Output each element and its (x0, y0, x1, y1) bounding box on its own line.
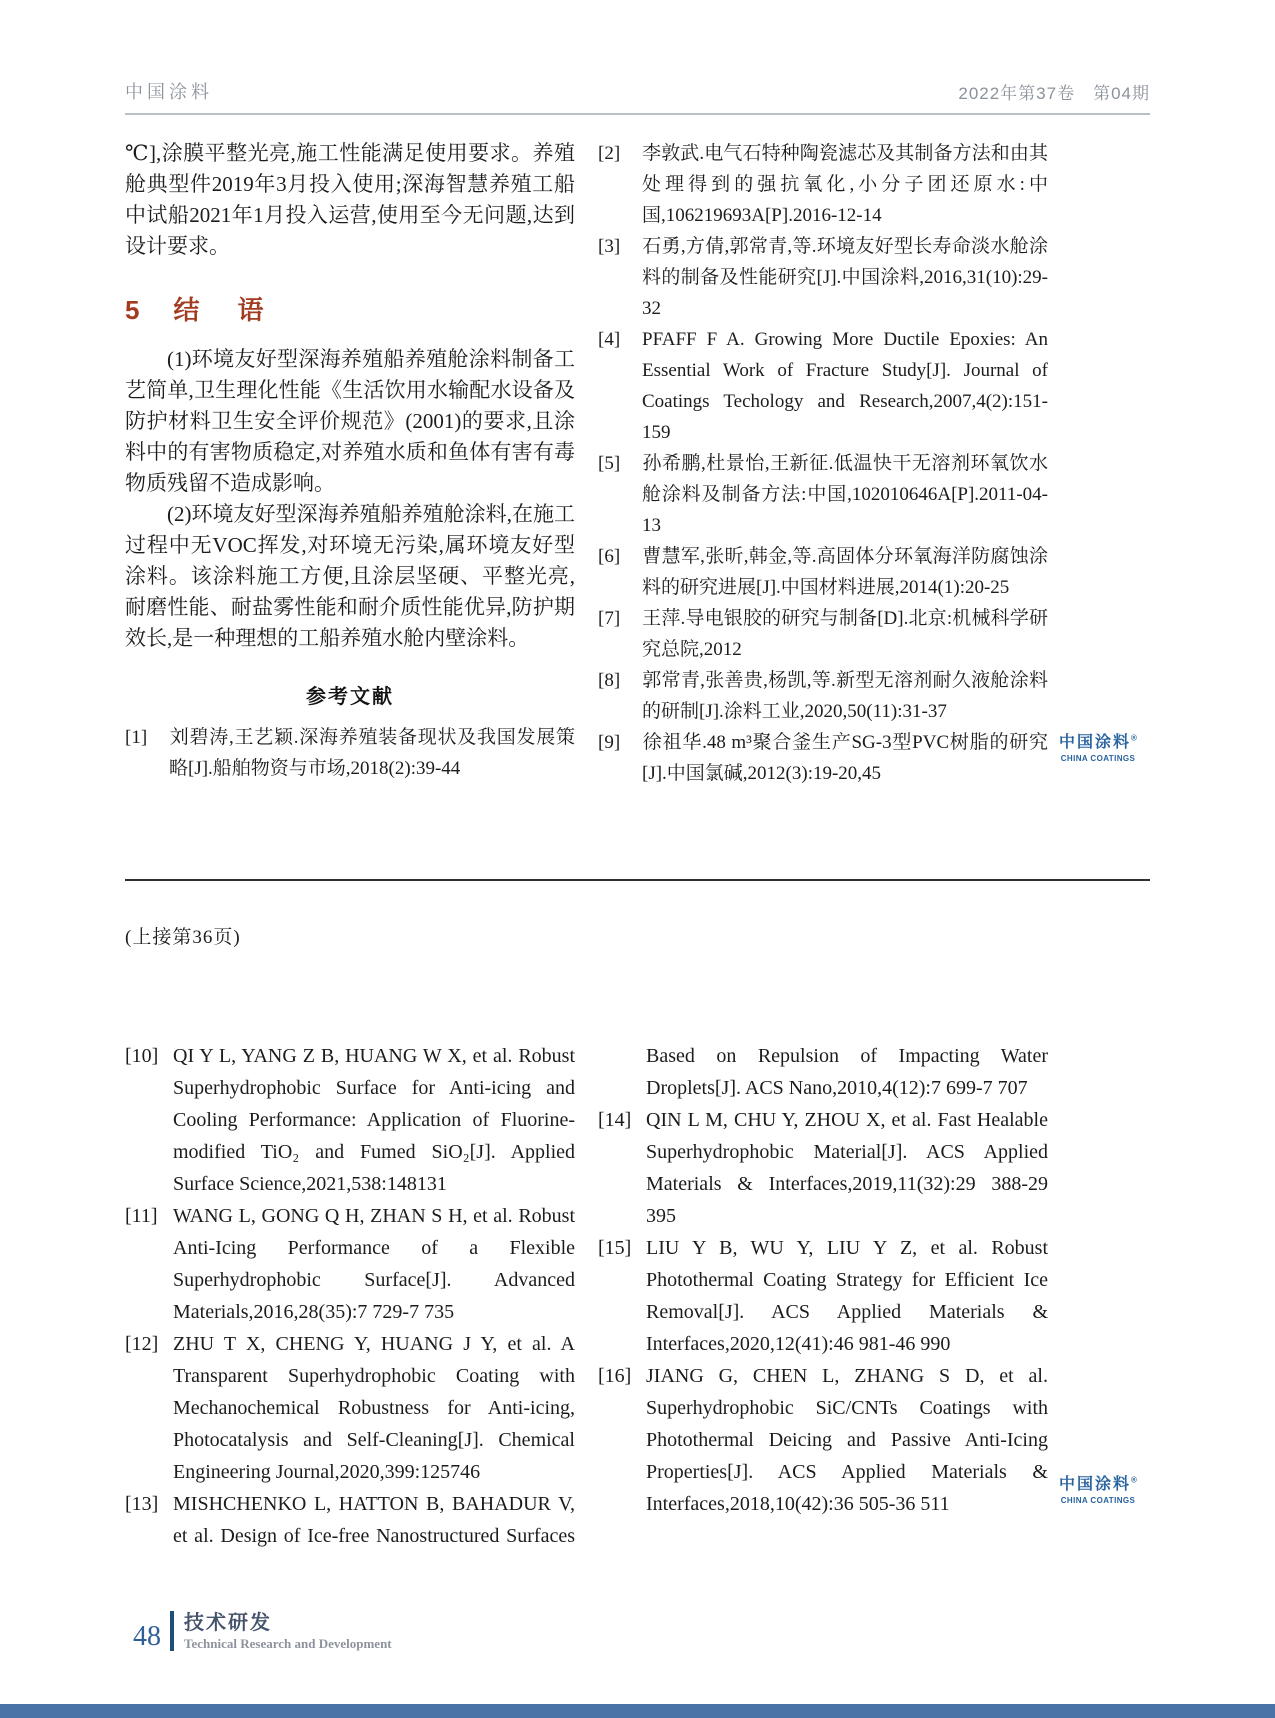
journal-name: 中国涂料 (125, 82, 213, 102)
reference-text: MISHCHENKO L, HATTON B, BAHADUR V, et al. Design of Ice-free Nanostructured Surfaces Based on Repulsion of Impacting Water Droplets[J]. ACS Nano,2010,4(12):7 699-7 707 (173, 1045, 1048, 1547)
footer-section-labels (184, 1612, 392, 1651)
reference-text: 刘碧涛,王艺颖.深海养殖装备现状及我国发展策略[J].船舶物资与市场,2018(2):39-44 (169, 727, 575, 779)
reference-item (598, 603, 1048, 665)
reference-label: [3] (598, 236, 621, 257)
reference-text: 石勇,方倩,郭常青,等.环境友好型长寿命淡水舱涂料的制备及性能研究[J].中国涂料,2016,31(10):29-32 (642, 236, 1048, 319)
continued-from-note: (上接第36页) (125, 927, 241, 948)
reference-text: 李敦武.电气石特种陶瓷滤芯及其制备方法和由其处理得到的强抗氧化,小分子团还原水:中国,106219693A[P].2016-12-14 (642, 143, 1048, 226)
reference-label: [4] (598, 329, 621, 350)
section-title: 结 语 (173, 295, 270, 325)
logo-en-text: CHINA COATINGS (1060, 1496, 1136, 1505)
reference-text: 曹慧军,张昕,韩金,等.高固体分环氧海洋防腐蚀涂料的研究进展[J].中国材料进展,2014(1):20-25 (642, 546, 1048, 598)
reference-label: [16] (598, 1365, 632, 1387)
reference-text: QI Y L, YANG Z B, HUANG W X, et al. Robust Superhydrophobic Surface for Anti-icing and Cooling Performance: Application of Fluorine-modified TiO₂ and Fumed SiO₂[J]. Applied Surface Science,2021,538:148131 (173, 1045, 575, 1195)
continued-references-list (125, 1040, 1048, 1552)
reference-label: [12] (125, 1333, 159, 1355)
bottom-color-band (0, 1704, 1275, 1718)
reference-item (125, 722, 575, 784)
reference-label: [8] (598, 670, 621, 691)
reference-text: LIU Y B, WU Y, LIU Y Z, et al. Robust Photothermal Coating Strategy for Efficient Ice Removal[J]. ACS Applied Materials & Interfaces,2020,12(41):46 981-46 990 (646, 1237, 1048, 1355)
logo-cn-text: 中国涂料® (1059, 733, 1137, 751)
page-footer (133, 1611, 392, 1651)
top-section (125, 138, 1050, 789)
page-number: 48 (133, 1621, 161, 1652)
registered-mark: ® (1131, 733, 1137, 743)
footer-section-cn: 技术研发 (184, 1611, 272, 1634)
reference-item (598, 1104, 1048, 1232)
reference-item (598, 138, 1048, 231)
page-header (125, 78, 1150, 115)
reference-label: [7] (598, 608, 621, 629)
reference-item (125, 1040, 575, 1200)
reference-text: PFAFF F A. Growing More Ductile Epoxies: An Essential Work of Fracture Study[J]. Journal of Coatings Techology and Research,2007,4(2):151-159 (642, 329, 1048, 443)
references-heading: 参考文献 (306, 686, 394, 708)
reference-item (598, 727, 1048, 789)
reference-text: ZHU T X, CHENG Y, HUANG J Y, et al. A Transparent Superhydrophobic Coating with Mechanochemical Robustness for Anti-icing, Photocatalysis and Self-Cleaning[J]. Chemical Engineering Journal,2020,399:125746 (173, 1333, 575, 1483)
reference-item (598, 665, 1048, 727)
reference-text: 徐祖华.48 m³聚合釜生产SG-3型PVC树脂的研究[J].中国氯碱,2012(3):19-20,45 (642, 732, 1048, 784)
reference-text: QIN L M, CHU Y, ZHOU X, et al. Fast Healable Superhydrophobic Material[J]. ACS Applied Materials & Interfaces,2019,11(32):29 388-29 395 (646, 1109, 1048, 1227)
reference-item (598, 448, 1048, 541)
lead-paragraph: ℃],涂膜平整光亮,施工性能满足使用要求。养殖舱典型件2019年3月投入使用;深海智慧养殖工船中试船2021年1月投入运营,使用至今无问题,达到设计要求。 (125, 141, 575, 258)
references-list-left (125, 722, 575, 784)
conclusion-paragraph-2: (2)环境友好型深海养殖船养殖舱涂料,在施工过程中无VOC挥发,对环境无污染,属环境友好型涂料。该涂料施工方便,且涂层坚硬、平整光亮,耐磨性能、耐盐雾性能和耐介质性能优异,防护期效长,是一种理想的工船养殖水舱内壁涂料。 (125, 502, 575, 650)
section-divider (125, 879, 1150, 881)
logo-cn-text: 中国涂料® (1059, 1475, 1137, 1493)
right-column (598, 138, 1048, 789)
footer-divider-bar (170, 1611, 174, 1651)
reference-text: 郭常青,张善贵,杨凯,等.新型无溶剂耐久液舱涂料的研制[J].涂料工业,2020,50(11):31-37 (642, 670, 1048, 722)
reference-text: JIANG G, CHEN L, ZHANG S D, et al. Superhydrophobic SiC/CNTs Coatings with Photothermal Deicing and Passive Anti-Icing Properties[J]. ACS Applied Materials & Interfaces,2018,10(42):36 505-36 511 (646, 1365, 1048, 1515)
reference-label: [13] (125, 1493, 159, 1515)
china-coatings-logo (1055, 729, 1141, 763)
conclusion-paragraph-1: (1)环境友好型深海养殖船养殖舱涂料制备工艺简单,卫生理化性能《生活饮用水输配水设备及防护材料卫生安全评价规范》(2001)的要求,且涂料中的有害物质稳定,对养殖水质和鱼体有害有毒物质残留不造成影响。 (125, 347, 575, 495)
section-number: 5 (125, 295, 146, 325)
reference-item (125, 1328, 575, 1488)
left-column (125, 138, 575, 789)
reference-item (598, 1232, 1048, 1360)
reference-item (598, 231, 1048, 324)
reference-item (598, 324, 1048, 448)
footer-section-en: Technical Research and Development (184, 1635, 392, 1651)
reference-text: 王萍.导电银胶的研究与制备[D].北京:机械科学研究总院,2012 (642, 608, 1048, 660)
reference-item (125, 1200, 575, 1328)
reference-label: [2] (598, 143, 621, 164)
reference-label: [14] (598, 1109, 632, 1131)
references-list-right (598, 138, 1048, 789)
china-coatings-logo (1055, 1471, 1141, 1505)
registered-mark: ® (1131, 1475, 1137, 1485)
reference-text: 孙希鹏,杜景怡,王新征.低温快干无溶剂环氧饮水舱涂料及制备方法:中国,102010646A[P].2011-04-13 (642, 453, 1048, 536)
issue-info: 2022年第37卷 第04期 (958, 84, 1150, 103)
reference-label: [11] (125, 1205, 158, 1227)
reference-label: [1] (125, 727, 148, 748)
reference-label: [15] (598, 1237, 632, 1259)
reference-label: [10] (125, 1045, 159, 1067)
reference-item (598, 541, 1048, 603)
reference-label: [9] (598, 732, 621, 753)
reference-label: [6] (598, 546, 621, 567)
reference-text: WANG L, GONG Q H, ZHAN S H, et al. Robust Anti-Icing Performance of a Flexible Superhydrophobic Surface[J]. Advanced Materials,2016,28(35):7 729-7 735 (173, 1205, 575, 1323)
reference-item (598, 1360, 1048, 1520)
reference-label: [5] (598, 453, 621, 474)
section-heading (125, 290, 575, 327)
logo-en-text: CHINA COATINGS (1060, 754, 1136, 763)
